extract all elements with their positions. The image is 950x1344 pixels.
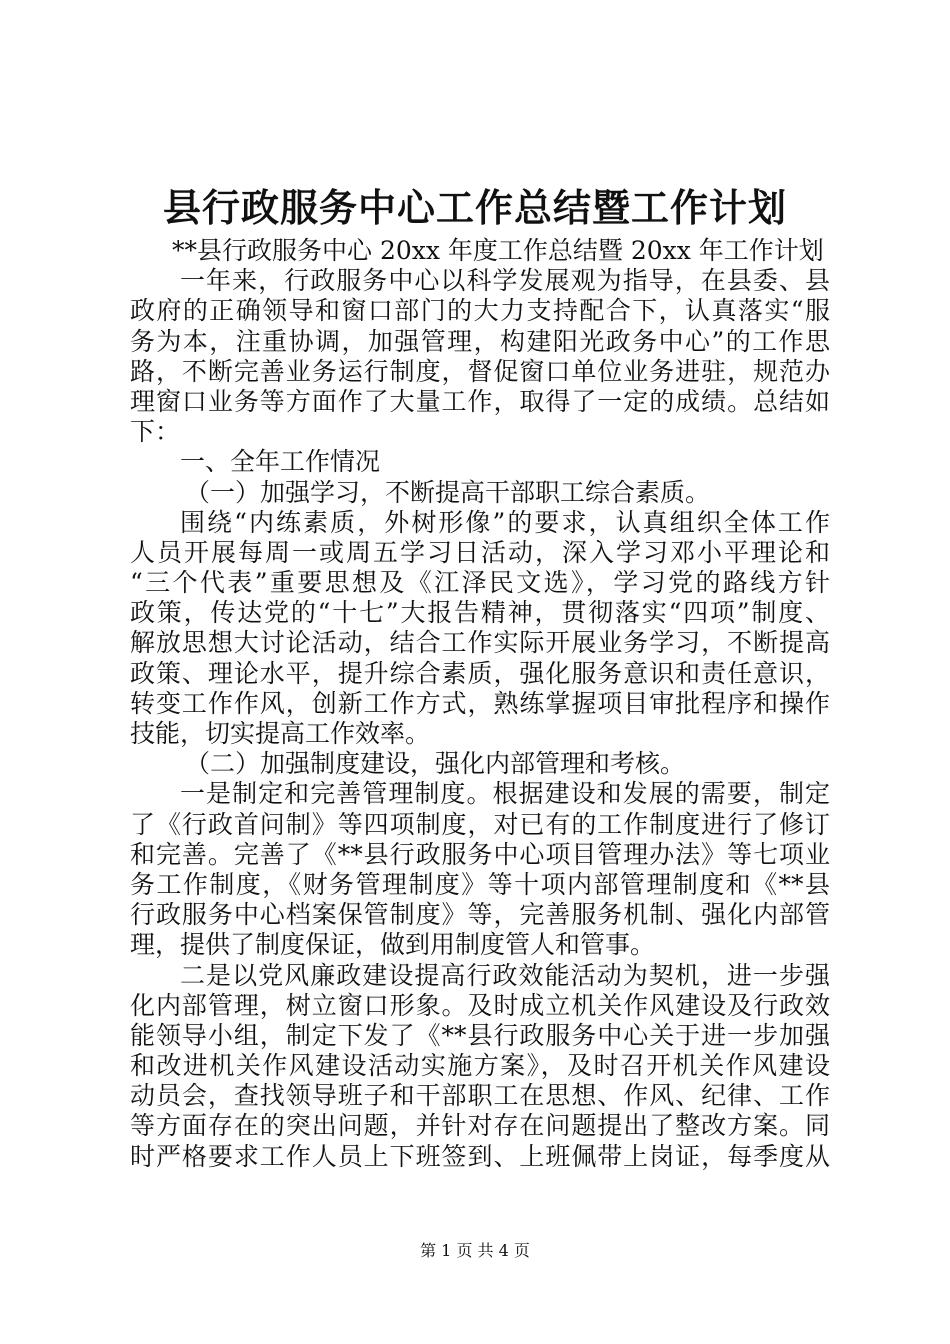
text-line: 政策、理论水平，提升综合素质，强化服务意识和责任意识，	[130, 658, 830, 688]
text-line: 政策，传达党的“十七”大报告精神，贯彻落实“四项”制度、	[130, 598, 830, 628]
text-line: （二）加强制度建设，强化内部管理和考核。	[185, 749, 686, 779]
text-line: 一、全年工作情况	[180, 447, 381, 477]
text-line: 时严格要求工作人员上下班签到、上班佩带上岗证，每季度从	[130, 1141, 830, 1171]
text-line: 一年来，行政服务中心以科学发展观为指导，在县委、县	[180, 266, 830, 296]
text-line: 等方面存在的突出问题，并针对存在问题提出了整改方案。同	[130, 1111, 830, 1141]
document-body	[130, 236, 830, 1172]
text-line: “三个代表”重要思想及《江泽民文选》，学习党的路线方针	[130, 568, 830, 598]
text-line: 人员开展每周一或周五学习日活动，深入学习邓小平理论和	[130, 537, 830, 567]
text-line: 务工作制度，《财务管理制度》等十项内部管理制度和《**县	[130, 869, 830, 899]
document-title: 县行政服务中心工作总结暨工作计划	[162, 185, 787, 230]
text-line: 动员会，查找领导班子和干部职工在思想、作风、纪律、工作	[130, 1081, 830, 1111]
text-line: 围绕“内练素质，外树形像”的要求，认真组织全体工作	[180, 507, 830, 537]
text-line: 政府的正确领导和窗口部门的大力支持配合下，认真落实“服	[130, 296, 830, 326]
text-line: 路，不断完善业务运行制度，督促窗口单位业务进驻，规范办	[130, 356, 830, 386]
text-line: 转变工作作风，创新工作方式，熟练掌握项目审批程序和操作	[130, 688, 830, 718]
text-line: 一是制定和完善管理制度。根据建设和发展的需要，制定	[180, 779, 830, 809]
text-line: 务为本，注重协调，加强管理，构建阳光政务中心”的工作思	[130, 326, 830, 356]
text-line: 能领导小组，制定下发了《**县行政服务中心关于进一步加强	[130, 1020, 830, 1050]
text-line: **县行政服务中心 20xx 年度工作总结暨 20xx 年工作计划	[172, 236, 824, 265]
text-line: 和完善。完善了《**县行政服务中心项目管理办法》等七项业	[130, 839, 830, 869]
text-line: 下：	[130, 417, 181, 447]
text-line: 解放思想大讨论活动，结合工作实际开展业务学习，不断提高	[130, 628, 830, 658]
page-footer: 第 1 页 共 4 页	[420, 1241, 530, 1260]
text-line: （一）加强学习，不断提高干部职工综合素质。	[185, 477, 711, 507]
text-line: 技能，切实提高工作效率。	[130, 719, 431, 748]
text-line: 和改进机关作风建设活动实施方案》，及时召开机关作风建设	[130, 1051, 830, 1081]
text-line: 理，提供了制度保证，做到用制度管人和管事。	[130, 930, 656, 960]
text-line: 行政服务中心档案保管制度》等，完善服务机制、强化内部管	[130, 900, 830, 930]
text-line: 了《行政首问制》等四项制度，对已有的工作制度进行了修订	[130, 809, 830, 839]
text-line: 化内部管理，树立窗口形象。及时成立机关作风建设及行政效	[130, 990, 830, 1020]
text-line: 理窗口业务等方面作了大量工作，取得了一定的成绩。总结如	[130, 386, 830, 416]
text-line: 二是以党风廉政建设提高行政效能活动为契机，进一步强	[180, 960, 830, 990]
